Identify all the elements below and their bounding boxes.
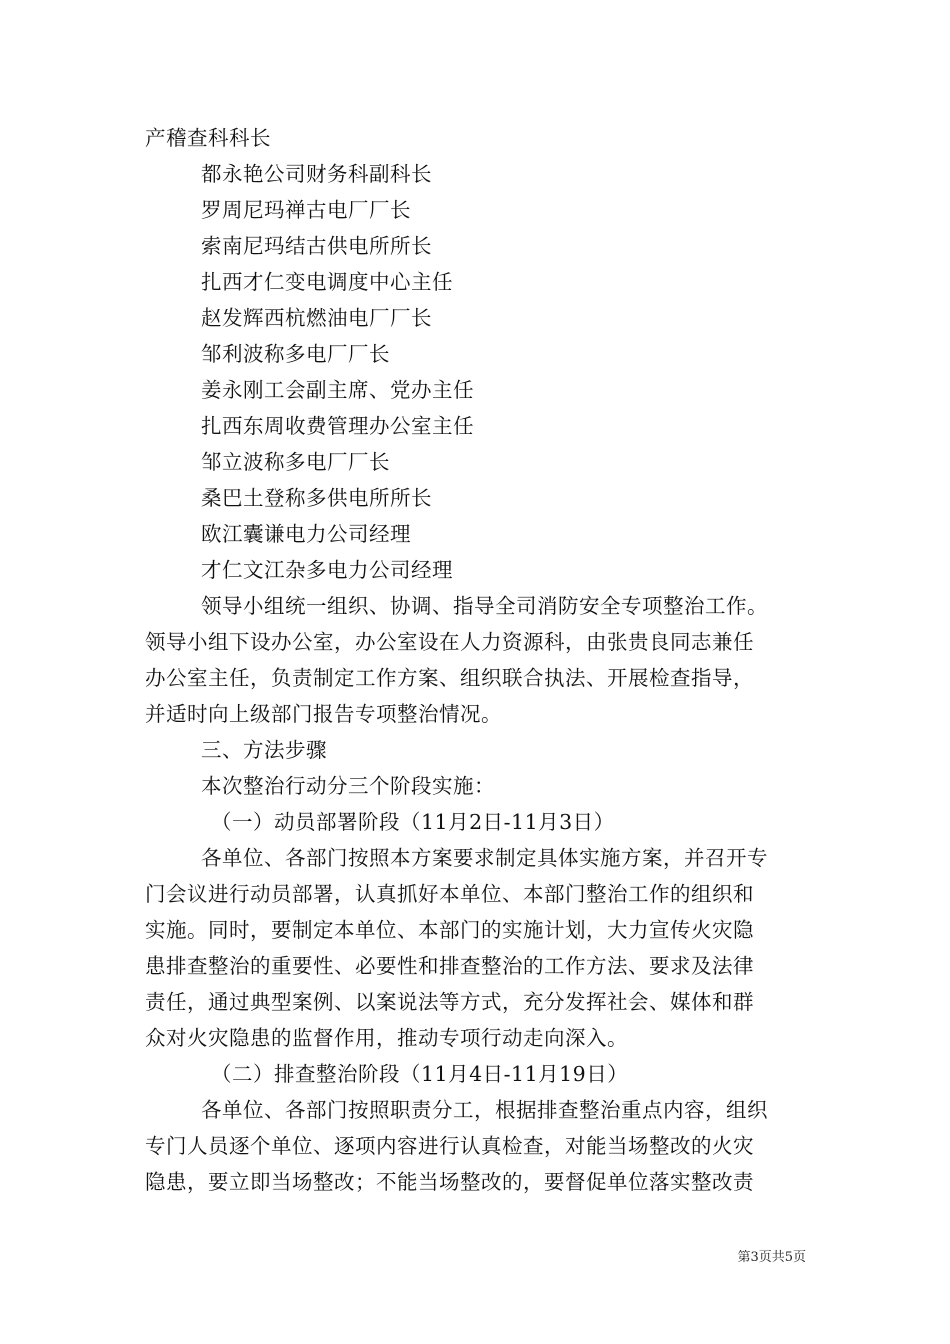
text-line: 并适时向上级部门报告专项整治情况。 — [145, 702, 502, 726]
text-line: 产稽查科科长 — [145, 126, 271, 150]
text-line: 各单位、各部门按照职责分工，根据排查整治重点内容，组织 — [201, 1098, 768, 1122]
text-line: 本次整治行动分三个阶段实施： — [201, 774, 495, 798]
text-line: 扎西才仁变电调度中心主任 — [201, 270, 453, 294]
text-line: 责任，通过典型案例、以案说法等方式，充分发挥社会、媒体和群 — [145, 990, 754, 1014]
text-line: 各单位、各部门按照本方案要求制定具体实施方案，并召开专 — [201, 846, 768, 870]
text-line: 扎西东周收费管理办公室主任 — [201, 414, 474, 438]
text-line: 欧江囊谦电力公司经理 — [201, 522, 411, 546]
subsection-heading: （二）排查整治阶段（11月4日-11月19日） — [211, 1062, 629, 1086]
text-line: 邹利波称多电厂厂长 — [201, 342, 390, 366]
text-line: 邹立波称多电厂厂长 — [201, 450, 390, 474]
text-line: 专门人员逐个单位、逐项内容进行认真检查，对能当场整改的火灾 — [145, 1134, 754, 1158]
body-text — [145, 120, 810, 1200]
text-line: 门会议进行动员部署，认真抓好本单位、本部门整治工作的组织和 — [145, 882, 754, 906]
subsection-heading: （一）动员部署阶段（11月2日-11月3日） — [211, 810, 615, 834]
text-line: 桑巴土登称多供电所所长 — [201, 486, 432, 510]
text-line: 姜永刚工会副主席、党办主任 — [201, 378, 474, 402]
text-line: 患排查整治的重要性、必要性和排查整治的工作方法、要求及法律 — [145, 954, 754, 978]
text-line: 都永艳公司财务科副科长 — [201, 162, 432, 186]
page-number: 第3页共5页 — [737, 1250, 806, 1265]
text-line: 才仁文江杂多电力公司经理 — [201, 558, 453, 582]
text-line: 实施。同时，要制定本单位、本部门的实施计划，大力宣传火灾隐 — [145, 918, 754, 942]
text-line: 领导小组统一组织、协调、指导全司消防安全专项整治工作。 — [201, 594, 768, 618]
text-line: 罗周尼玛禅古电厂厂长 — [201, 198, 411, 222]
text-line: 领导小组下设办公室，办公室设在人力资源科，由张贵良同志兼任 — [145, 630, 754, 654]
text-line: 赵发辉西杭燃油电厂厂长 — [201, 306, 432, 330]
text-line: 索南尼玛结古供电所所长 — [201, 234, 432, 258]
text-line: 隐患，要立即当场整改；不能当场整改的，要督促单位落实整改责 — [145, 1170, 754, 1194]
section-heading: 三、方法步骤 — [201, 738, 327, 762]
text-line: 众对火灾隐患的监督作用，推动专项行动走向深入。 — [145, 1026, 628, 1050]
text-line: 办公室主任，负责制定工作方案、组织联合执法、开展检查指导， — [145, 666, 754, 690]
